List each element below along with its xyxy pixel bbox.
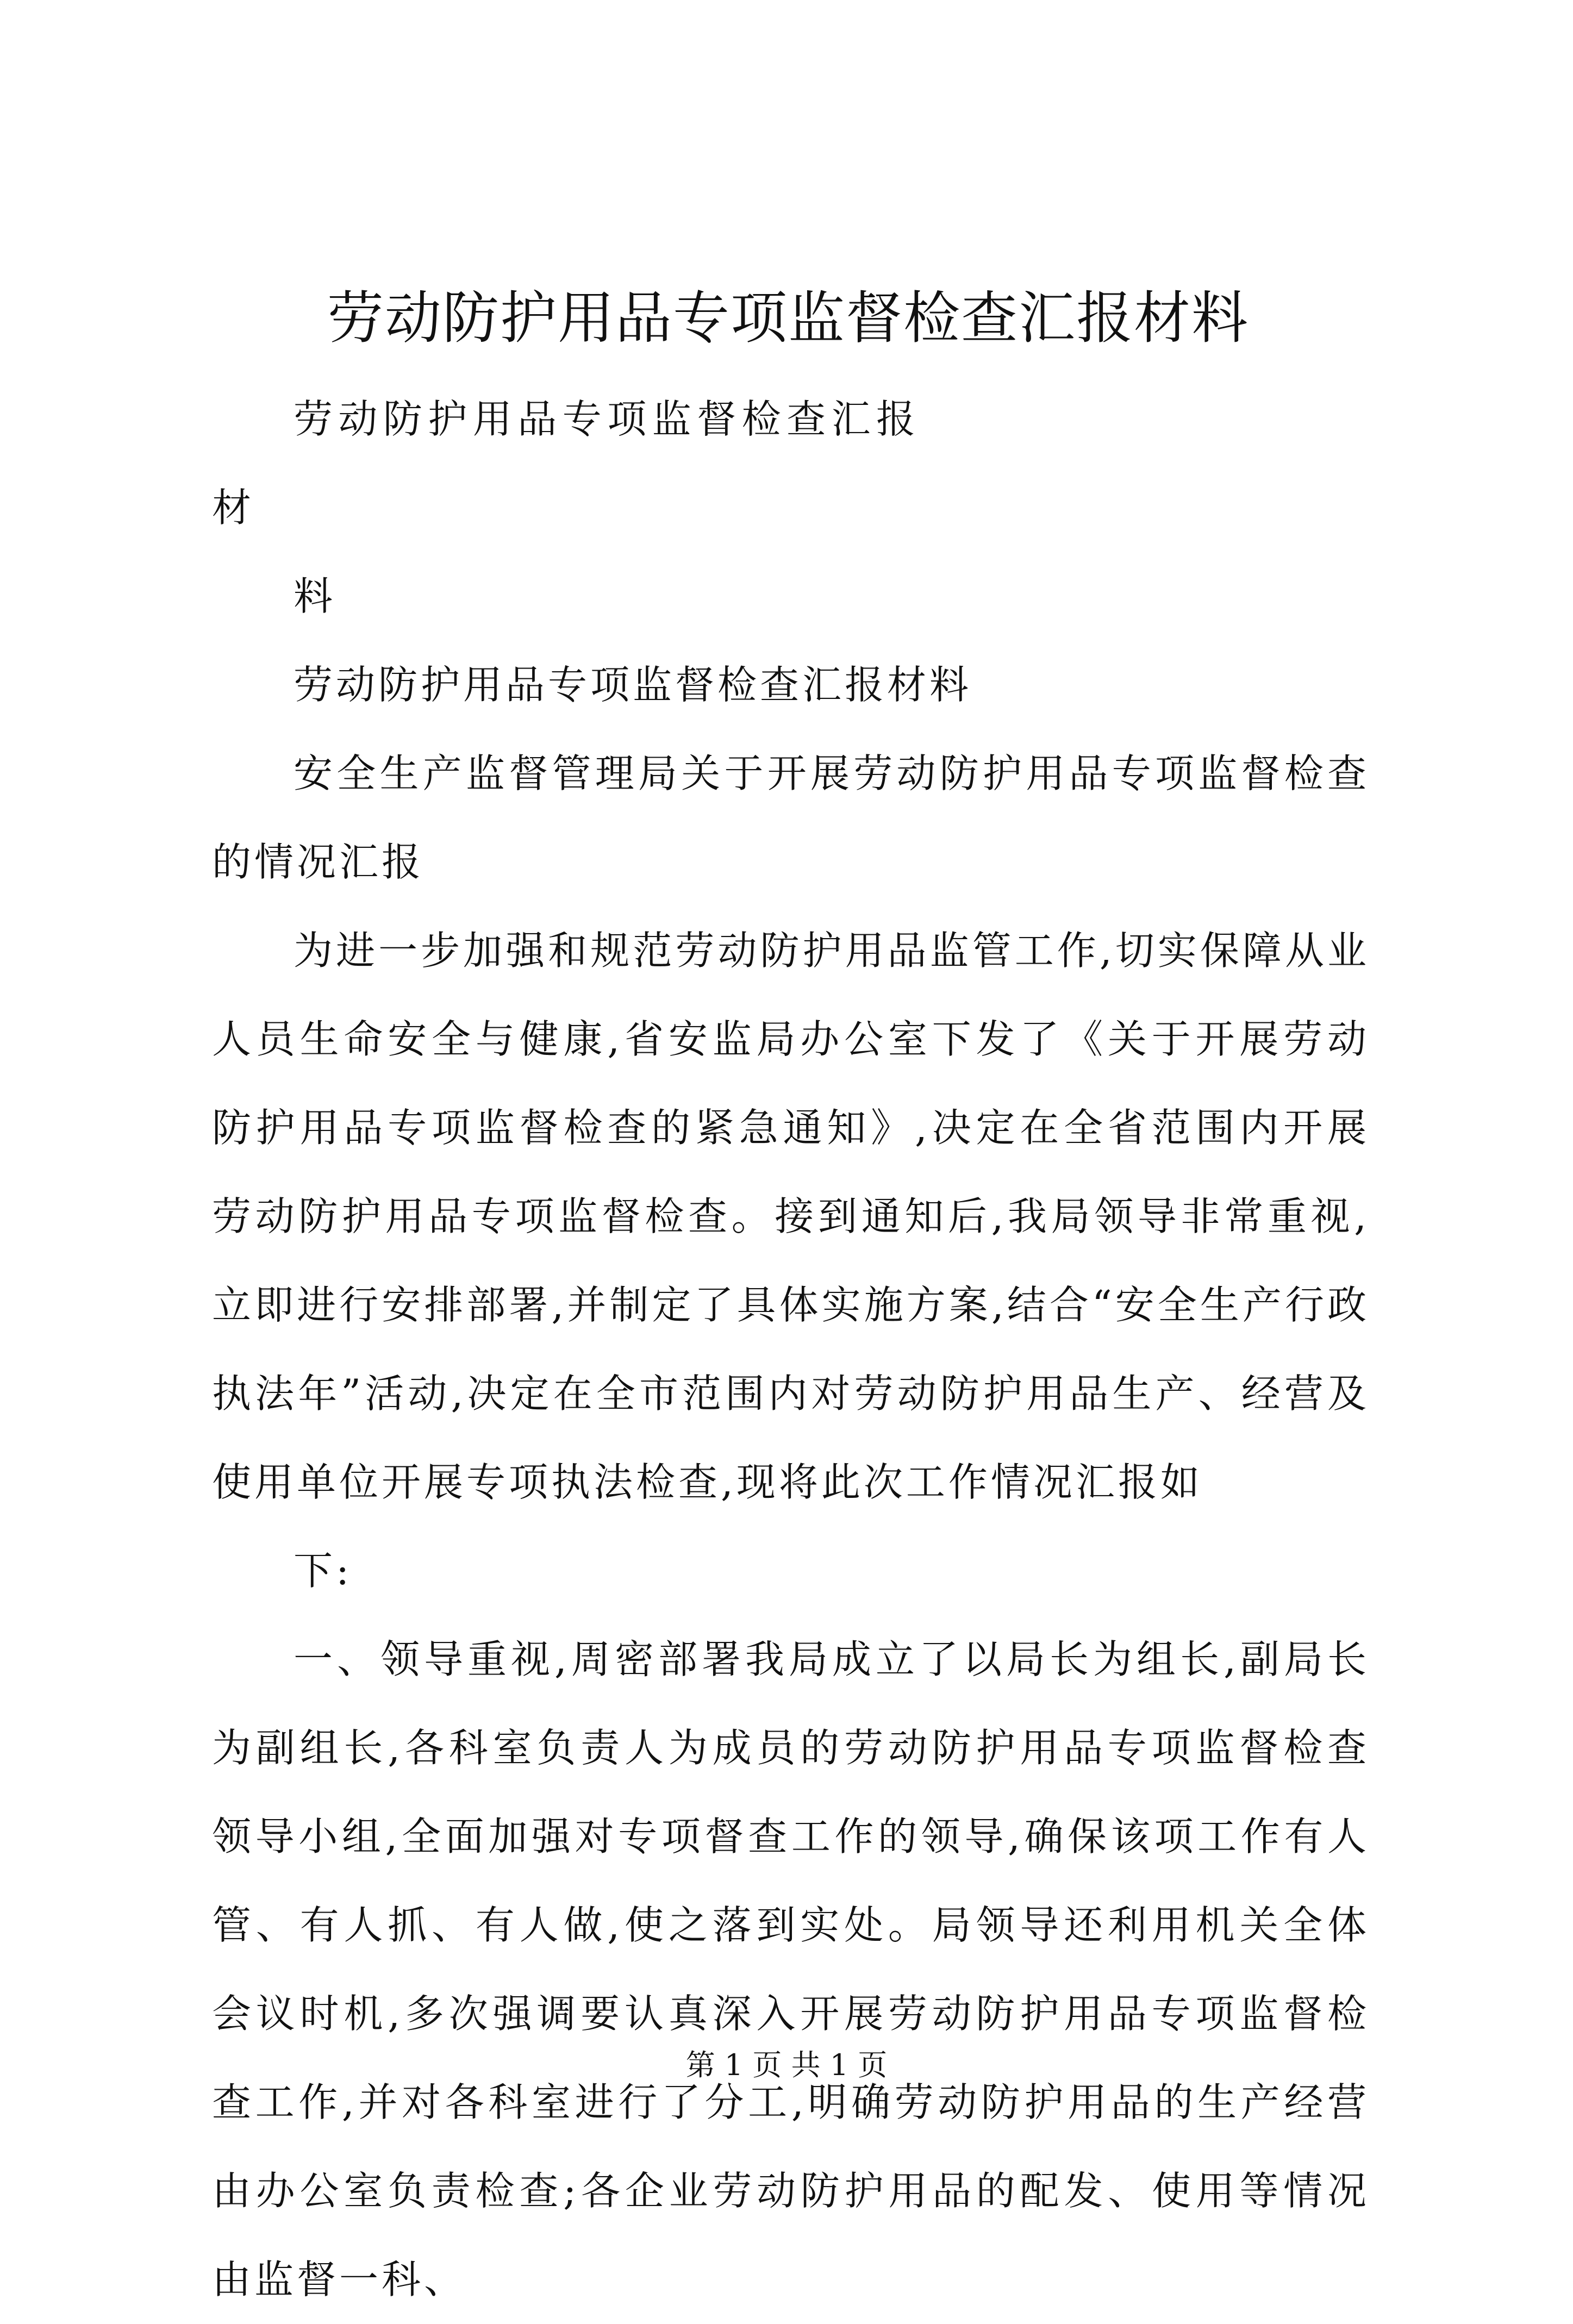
paragraph-4: 安全生产监督管理局关于开展劳动防护用品专项监督检查的情况汇报 [212,751,1370,885]
page-footer: 第 1 页 共 1 页 [685,2048,888,2082]
paragraph-3: 劳动防护用品专项监督检查汇报材料 [294,662,972,708]
paragraph-1: 劳动防护用品专项监督检查汇报材 [212,396,919,530]
paragraph-6: 下: [294,1548,353,1594]
paragraph-2: 料 [294,573,336,619]
document-title: 劳动防护用品专项监督检查汇报材料 [327,285,1249,351]
paragraph-7: 一、领导重视,周密部署我局成立了以局长为组长,副局长为副组长,各科室负责人为成员的劳动防护用品专项监督检查领导小组,全面加强对专项督查工作的领导,确保该项工作有人管、有人抓、有人做,使之落到实处。局领导还利用机关全体会议时机,多次强调要认真深入开展劳动防护用品专项监督检查工作,并对各科室进行了分工,明确劳动防护用品的生产经营由办公室负责检查;各企业劳动防护用品的配发、使用等情况由监督一科、 [212,1636,1370,2302]
document-body [212,375,1370,2324]
paragraph-5: 为进一步加强和规范劳动防护用品监管工作,切实保障从业人员生命安全与健康,省安监局办公室下发了《关于开展劳动防护用品专项监督检查的紧急通知》,决定在全省范围内开展劳动防护用品专项监督检查。接到通知后,我局领导非常重视,立即进行安排部署,并制定了具体实施方案,结合“安全生产行政执法年”活动,决定在全市范围内对劳动防护用品生产、经营及使用单位开展专项执法检查,现将此次工作情况汇报如 [212,928,1370,1505]
